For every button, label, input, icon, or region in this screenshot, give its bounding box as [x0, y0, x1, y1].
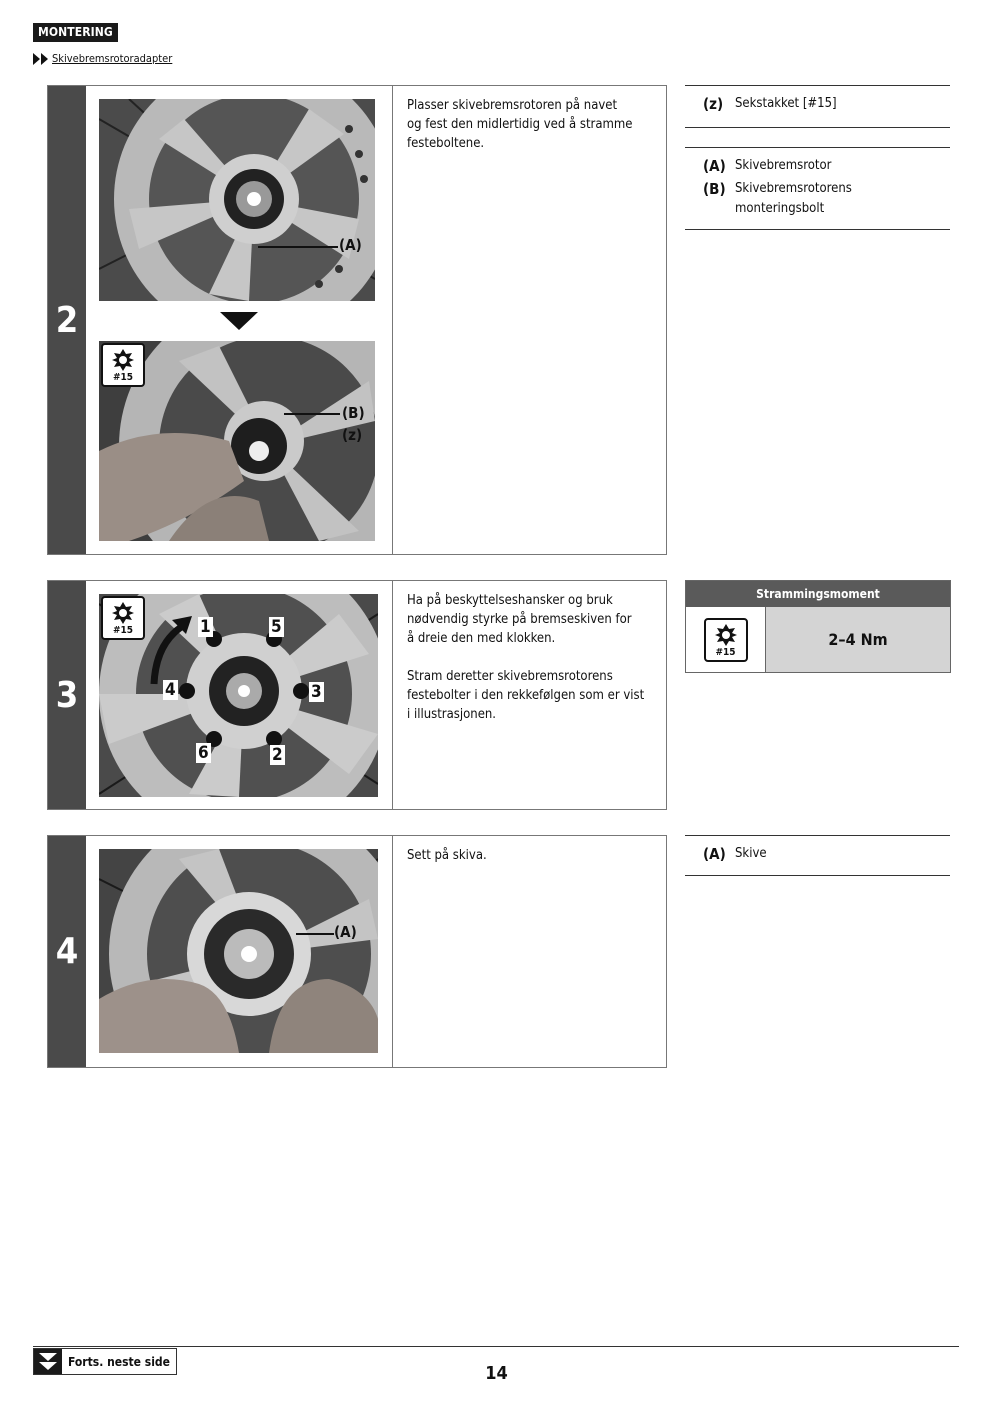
torque-header: Strammingsmoment — [686, 581, 950, 607]
sequence-6: 6 — [198, 743, 209, 763]
section-tag: MONTERING — [33, 23, 118, 42]
rotor-photo — [99, 849, 378, 1053]
step-3 — [47, 580, 667, 810]
arrow-down-icon — [220, 312, 258, 330]
torx-icon — [111, 348, 135, 372]
callout-b: (B) — [342, 404, 365, 422]
leader-line-b — [284, 413, 340, 415]
step-instruction: Ha på beskyttelseshansker og bruk nødvendig styrke på bremseskiven for å dreie den med klokken. Stram deretter skivebremsrotorens festebolter i den rekkefølgen som er vist i illustrasjonen. — [407, 593, 645, 722]
sequence-4: 4 — [165, 680, 176, 700]
footer-divider — [33, 1346, 959, 1347]
tool-icon — [101, 343, 145, 387]
tool-label: #15 — [112, 372, 134, 383]
torx-icon — [111, 601, 135, 625]
torx-icon — [714, 623, 738, 647]
step-number: 4 — [48, 836, 86, 1067]
step-instruction: Plasser skivebremsrotoren på navet og fest den midlertidig ved å stramme festeboltene. — [407, 98, 633, 151]
step-4 — [47, 835, 667, 1068]
legend-step2-tools — [685, 85, 950, 128]
breadcrumb-link[interactable]: Skivebremsrotoradapter — [52, 52, 173, 65]
tool-label: #15 — [112, 625, 134, 636]
leader-line-a — [296, 933, 334, 935]
step-number: 3 — [48, 581, 86, 809]
sequence-1: 1 — [200, 617, 211, 637]
legend-row: (A) Skivebremsrotor — [703, 157, 832, 175]
torque-tool-cell — [686, 607, 766, 672]
breadcrumb — [33, 52, 172, 65]
page-number: 14 — [485, 1363, 508, 1384]
double-arrow-icon — [33, 53, 49, 65]
tool-label: #15 — [715, 646, 736, 658]
step-illustration — [86, 581, 393, 809]
torque-value: 2–4 Nm — [766, 607, 950, 672]
sequence-5: 5 — [271, 617, 282, 637]
legend-row: (A) Skive — [703, 845, 767, 863]
rotation-arrow-icon — [146, 616, 196, 686]
legend-step4 — [685, 835, 950, 876]
callout-a: (A) — [339, 236, 362, 254]
callout-z: (z) — [342, 426, 363, 444]
continue-label: Forts. neste side — [68, 1354, 170, 1369]
torque-table — [685, 580, 951, 673]
leader-line-a — [258, 246, 338, 248]
legend-row: (B) Skivebremsrotorens monteringsbolt — [703, 180, 852, 216]
step-number: 2 — [48, 86, 86, 554]
step-illustration — [86, 86, 393, 554]
rotor-photo-top — [99, 99, 375, 301]
tool-icon — [101, 596, 145, 640]
step-illustration — [86, 836, 393, 1067]
callout-a: (A) — [334, 923, 357, 941]
step-2 — [47, 85, 667, 555]
legend-step2-parts — [685, 147, 950, 230]
step-instruction: Sett på skiva. — [407, 848, 487, 863]
sequence-2: 2 — [272, 745, 283, 765]
sequence-3: 3 — [311, 682, 322, 702]
legend-row: (z) Sekstakket [#15] — [703, 95, 837, 113]
